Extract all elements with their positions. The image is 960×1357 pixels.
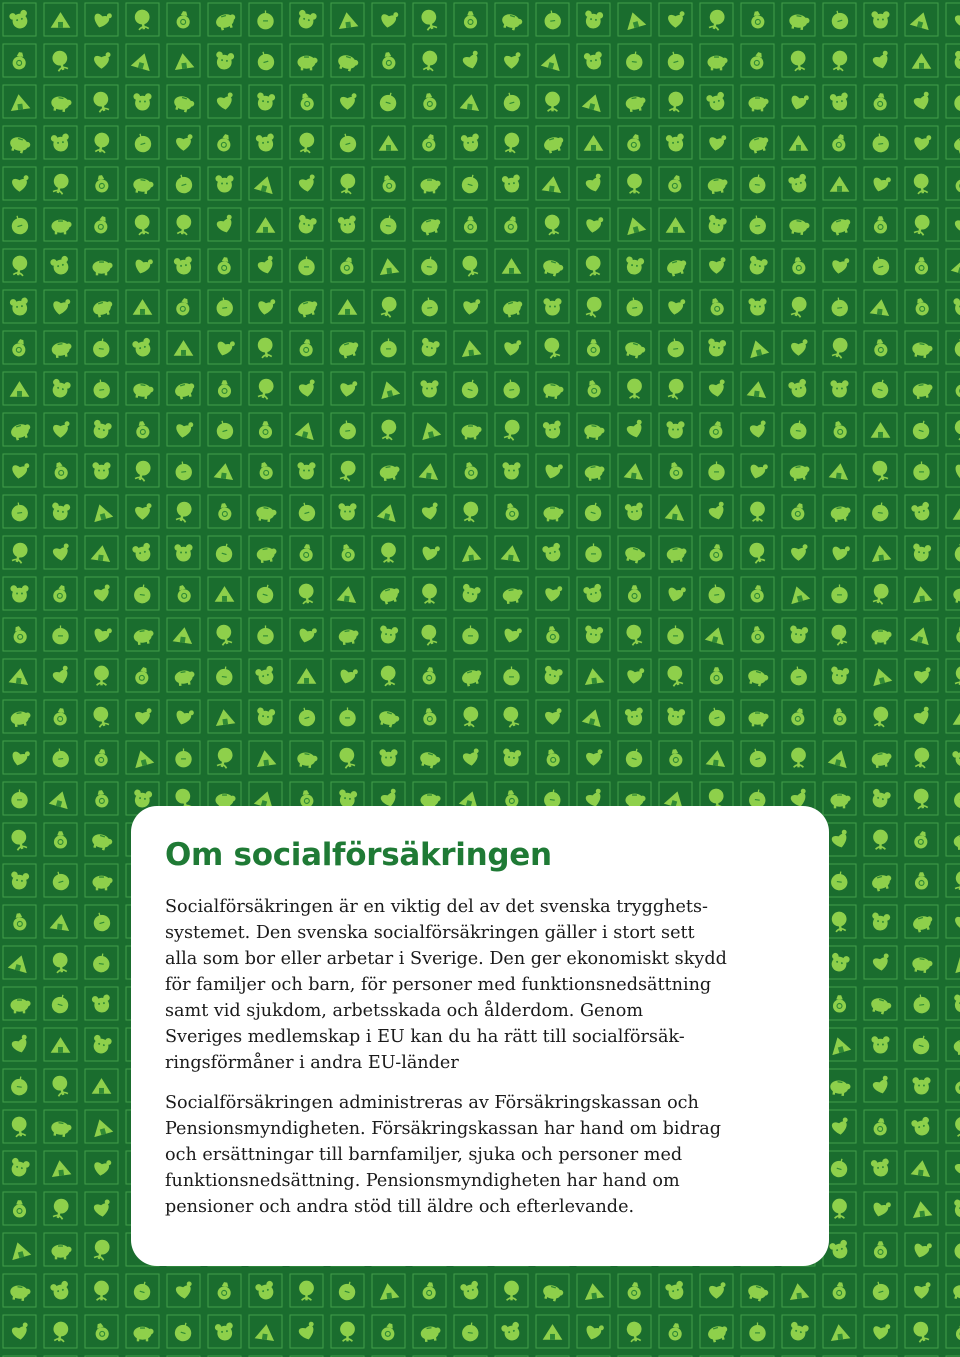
paragraph-administration bbox=[165, 1090, 795, 1220]
card-title: Om socialförsäkringen bbox=[165, 837, 552, 873]
paragraph-intro bbox=[165, 894, 795, 1076]
text-line: alla som bor eller arbetar i Sverige. Den ger ekonomiskt skydd bbox=[165, 949, 727, 969]
text-line: Pensionsmyndigheten. Försäkringskassan har hand om bidrag bbox=[165, 1119, 721, 1139]
text-line: och ersättningar till barnfamiljer, sjuka och personer med bbox=[165, 1145, 683, 1165]
text-line: Socialförsäkringen är en viktig del av det svenska trygghets- bbox=[165, 897, 708, 917]
text-line: systemet. Den svenska socialförsäkringen gäller i stort sett bbox=[165, 923, 695, 943]
info-card bbox=[131, 806, 829, 1266]
text-line: pensioner och andra stöd till äldre och efterlevande. bbox=[165, 1197, 635, 1217]
text-line: Socialförsäkringen administreras av Försäkringskassan och bbox=[165, 1093, 699, 1113]
text-line: samt vid sjukdom, arbetsskada och ålderdom. Genom bbox=[165, 1001, 644, 1021]
text-line: Sveriges medlemskap i EU kan du ha rätt till socialförsäk- bbox=[165, 1027, 685, 1047]
text-line: ringsförmåner i andra EU-länder bbox=[165, 1053, 459, 1073]
text-line: för familjer och barn, för personer med funktionsnedsättning bbox=[165, 975, 712, 995]
text-line: funktionsnedsättning. Pensionsmyndigheten har hand om bbox=[165, 1171, 680, 1191]
